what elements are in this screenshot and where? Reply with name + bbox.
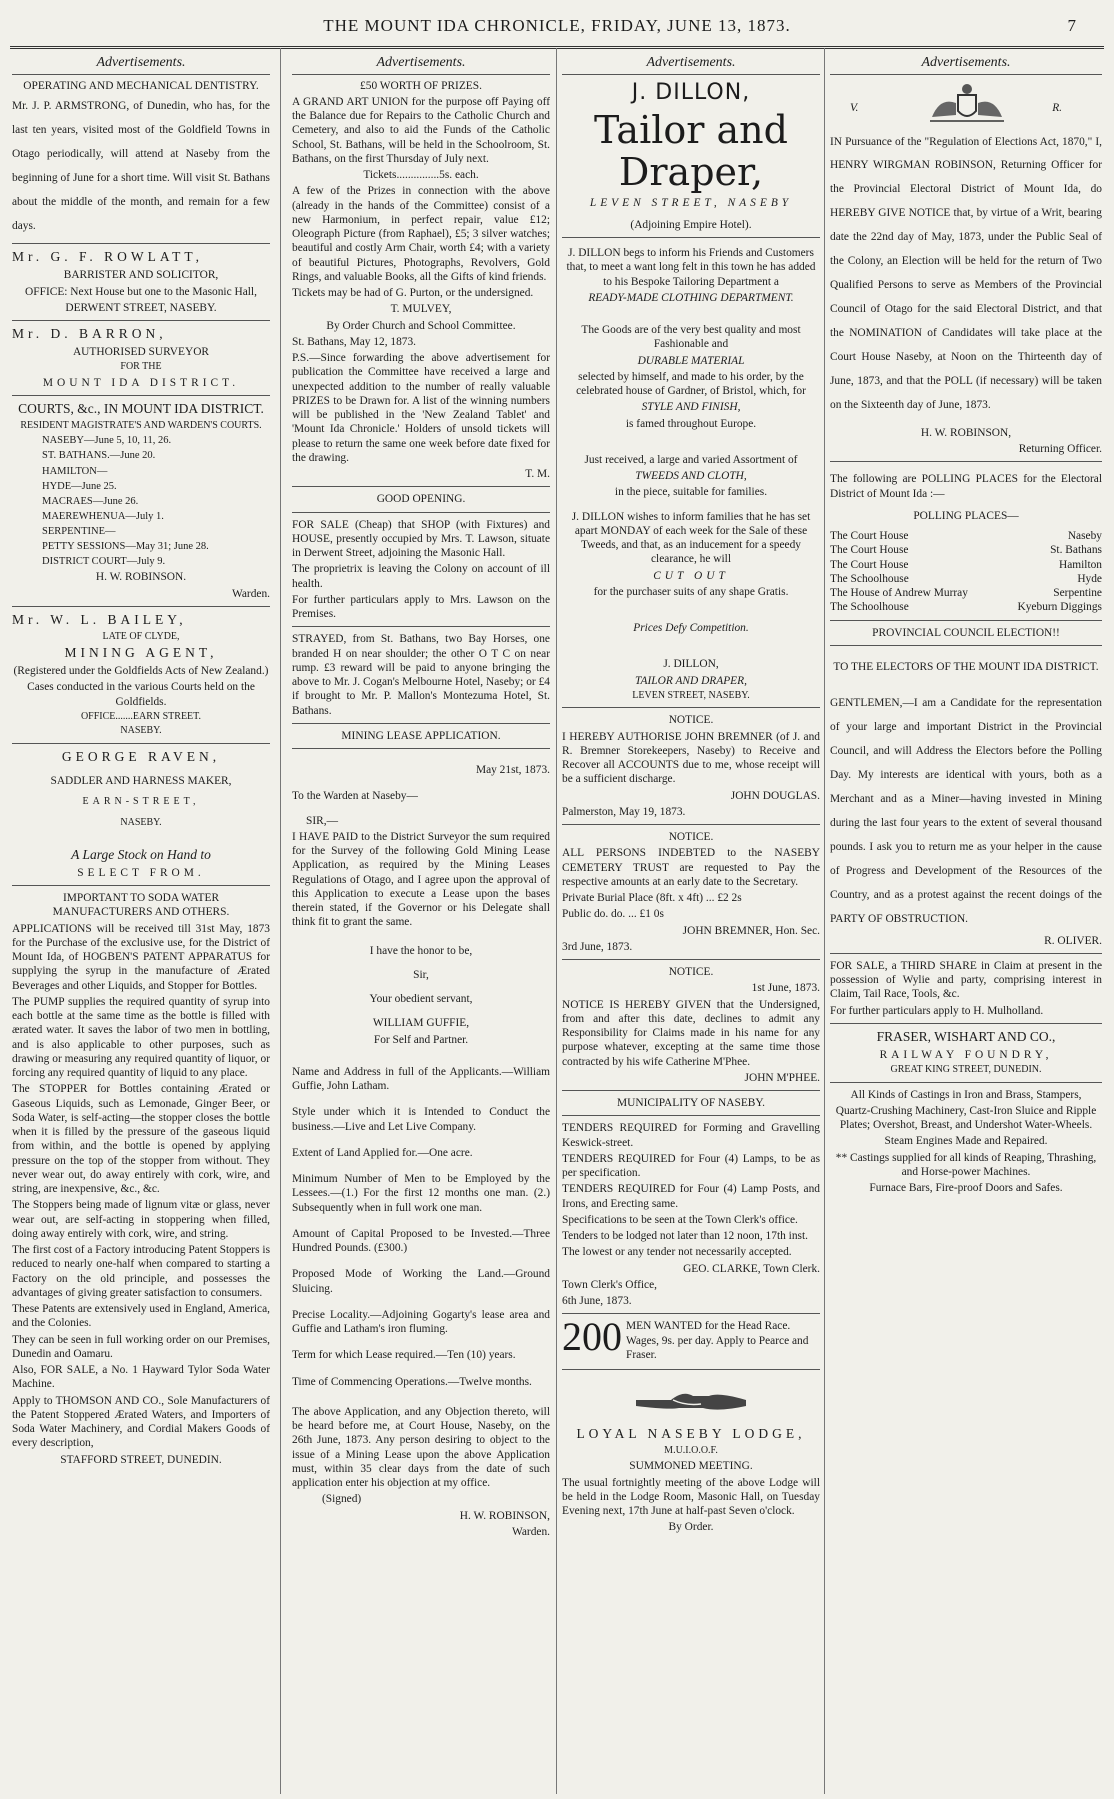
court-date: DISTRICT COURT—July 9. bbox=[42, 556, 166, 568]
column-1 bbox=[12, 54, 270, 1794]
share-ad-contact: For further particulars apply to H. Mulholland. bbox=[830, 1004, 1044, 1017]
barron-title: AUTHORISED SURVEYOR bbox=[72, 345, 210, 358]
polling-place bbox=[830, 543, 1102, 557]
ad-separator bbox=[562, 824, 820, 825]
soda-paragraph: These Patents are extensively used in England, America, and the Colonies. bbox=[12, 1303, 270, 1330]
soda-paragraph: Apply to THOMSON AND CO., Sole Manufacturers of the Patent Stoppered Ærated Waters, and Importers of Soda Water Machinery, and Cordial Makers Goods of every description, bbox=[12, 1394, 270, 1450]
column-divider bbox=[556, 48, 557, 1794]
ad-separator bbox=[562, 1115, 820, 1116]
armstrong-ad: Mr. J. P. ARMSTRONG, of Dunedin, who has, for the last ten years, visited most of the Goldfield Towns in Otago periodically, will attend at Naseby from the beginning of June for a short time. Will visit St. Bathans about the middle of the month, and remain for a few days. bbox=[12, 99, 270, 232]
lodge-paragraph: The usual fortnightly meeting of the above Lodge will be held in the Lodge Room, Masonic Hall, on Tuesday Evening next, 17th June at half-past Seven o'clock. bbox=[562, 1476, 820, 1518]
lease-item: Extent of Land Applied for.—One acre. bbox=[292, 1146, 473, 1159]
lease-closing: The above Application, and any Objection thereto, will be heard before me, at Court House, Naseby, on the 26th June, 1873. Any person desiring to object to the issue of a Mining Lease upon the above Application must, within 35 clear days from the date of such application enter his objection at my office. bbox=[292, 1405, 550, 1489]
court-date: HAMILTON— bbox=[42, 465, 108, 477]
dillon-durable: DURABLE MATERIAL bbox=[637, 354, 745, 367]
lease-paragraph: I HAVE PAID to the District Surveyor the sum required for the Survey of the following Gold Mining Lease Application, as required by the Mining Leases Regulations of Otago, and I agree upon the approval of this Application to execute a Lease upon the bases therein stated, if the Governor or his Delegate shall think fit to grant the same. bbox=[292, 830, 550, 929]
prizes-postscript: P.S.—Since forwarding the above advertisement for publication the Committee have received a large and unexpected addition to the number of really valuable PRIZES to be Drawn for. A list of the winning numbers will be published in the 'New Zealand Tablet' and 'Mount Ida Chronicle.' Holders of unsold tickets will please to return the same one week before date fixed for the drawing. bbox=[292, 352, 550, 464]
ad-separator bbox=[12, 243, 270, 244]
fraser-line: Furnace Bars, Fire-proof Doors and Safes. bbox=[869, 1182, 1063, 1195]
lease-item: Term for which Lease required.—Ten (10) years. bbox=[292, 1349, 516, 1362]
opening-title: GOOD OPENING. bbox=[376, 493, 466, 506]
dillon-ready-made: READY-MADE CLOTHING DEPARTMENT. bbox=[588, 291, 794, 304]
prizes-order: By Order Church and School Committee. bbox=[326, 319, 516, 332]
column-divider bbox=[280, 48, 281, 1794]
prizes-paragraph: Tickets may be had of G. Purton, or the undersigned. bbox=[292, 287, 534, 299]
dillon-trade-footer: TAILOR AND DRAPER, bbox=[635, 674, 747, 687]
bailey-title: MINING AGENT, bbox=[64, 645, 218, 661]
court-date: PETTY SESSIONS—May 31; June 28. bbox=[42, 541, 209, 553]
prizes-paragraph: A GRAND ART UNION for the purpose off Paying off the Balance due for Repairs to the Catholic Church and Cemetery, and also to aid the Funds of the Catholic School, St. Bathans, will be held in the Schoolroom, St. Bathans, on the first Thursday of July next. bbox=[292, 95, 550, 165]
strayed-ad: STRAYED, from St. Bathans, two Bay Horses, one branded H on near shoulder; the other O T C on near rump. £3 reward will be paid to anyone bringing the above to Mr. J. Cogan's Melbourne Hotel, Naseby; or £4 if brought to Mr. P. Mallon's Montezuma Hotel, St. Bathans. bbox=[292, 633, 550, 717]
lease-warden-name: H. W. ROBINSON, bbox=[459, 1509, 550, 1522]
ad-separator bbox=[830, 645, 1102, 646]
ad-separator bbox=[292, 626, 550, 627]
notice-date: Palmerston, May 19, 1873. bbox=[562, 805, 686, 818]
municipality-paragraph: TENDERS REQUIRED for Four (4) Lamps, to be as per specification. bbox=[562, 1152, 820, 1180]
bailey-town: NASEBY. bbox=[120, 725, 162, 737]
bailey-cases: Cases conducted in the various Courts held on the Goldfields. bbox=[27, 681, 255, 708]
lodge-order: M.U.I.O.O.F. bbox=[664, 1444, 718, 1456]
notice-paragraph: ALL PERSONS INDEBTED to the NASEBY CEMETERY TRUST are requested to Pay the respective amounts at an early date to the Secretary. bbox=[562, 847, 820, 888]
raven-town: NASEBY. bbox=[120, 816, 162, 828]
court-date: SERPENTINE— bbox=[42, 526, 116, 538]
raven-title: SADDLER AND HARNESS MAKER, bbox=[50, 774, 232, 787]
polling-place bbox=[830, 600, 1102, 614]
barron-for: FOR THE bbox=[120, 361, 162, 373]
prizes-signature: T. MULVEY, bbox=[390, 303, 452, 316]
barron-name: Mr. D. BARRON, bbox=[12, 326, 167, 342]
election-signature: H. W. ROBINSON, bbox=[920, 426, 1012, 439]
lease-item: Amount of Capital Proposed to be Invested.—Three Hundred Pounds. (£300.) bbox=[292, 1227, 550, 1254]
dillon-paragraph: Just received, a large and varied Assortment of bbox=[584, 453, 798, 466]
soda-address: STAFFORD STREET, DUNEDIN. bbox=[60, 1453, 222, 1466]
courts-role: Warden. bbox=[232, 587, 270, 600]
polling-place-name: The Schoolhouse bbox=[830, 572, 909, 585]
municipality-office: Town Clerk's Office, bbox=[562, 1278, 657, 1291]
polling-place-name: The Court House bbox=[830, 544, 909, 557]
polling-place-town: St. Bathans bbox=[1050, 544, 1102, 557]
column-heading: Advertisements. bbox=[292, 54, 550, 75]
dillon-trade: Tailor and Draper, bbox=[594, 108, 788, 194]
ad-separator bbox=[292, 748, 550, 749]
fraser-line: Steam Engines Made and Repaired. bbox=[884, 1135, 1048, 1148]
polling-place-town: Hyde bbox=[1077, 572, 1102, 585]
polling-place-town: Naseby bbox=[1067, 530, 1102, 543]
notice-paragraph: I HEREBY AUTHORISE JOHN BREMNER (of J. and R. Bremner Storekeepers, Naseby) to Receive and Recover all ACCOUNTS due to me, whose receipt will be a sufficient discharge. bbox=[562, 730, 820, 786]
lease-item: Precise Locality.—Adjoining Gogarty's lease area and Guffie and Latham's iron fluming. bbox=[292, 1308, 550, 1335]
ad-separator bbox=[562, 707, 820, 708]
court-date: NASEBY—June 5, 10, 11, 26. bbox=[42, 435, 172, 447]
soda-paragraph: The Stoppers being made of lignum vitæ or glass, never wear out, are self-acting in stoppering when filled, doing away entirely with cork, wire, and string. bbox=[12, 1199, 270, 1240]
notice-fee: Private Burial Place (8ft. x 4ft) ... £2 2s bbox=[562, 892, 742, 905]
fraser-line: All Kinds of Castings in Iron and Brass, Stampers, bbox=[850, 1088, 1082, 1101]
lease-servant: Your obedient servant, bbox=[369, 993, 473, 1005]
dillon-paragraph: for the purchaser suits of any shape Gratis. bbox=[593, 585, 789, 598]
dillon-cut-out: CUT OUT bbox=[653, 569, 729, 582]
lease-partner: For Self and Partner. bbox=[373, 1033, 469, 1046]
dillon-paragraph: J. DILLON wishes to inform families that he has set apart MONDAY of each week for the Sale of these Tweeds, and that, as an inducement for a speedy clearance, he will bbox=[571, 510, 811, 566]
lease-title: MINING LEASE APPLICATION. bbox=[341, 729, 501, 742]
rowlatt-name: Mr. G. F. ROWLATT, bbox=[12, 249, 204, 265]
soda-paragraph: APPLICATIONS will be received till 31st May, 1873 for the Purchase of the exclusive use, for the District of Mount Ida, of HOGBEN'S PATENT APPARATUS for supplying the syrup in the manufacture of Ærated Beverages and other Liquids, and Stopper for Bottles. bbox=[12, 922, 270, 992]
election-notice: IN Pursuance of the "Regulation of Elections Act, 1870," I, HENRY WIRGMAN ROBINSON, Returning Officer for the Provincial Electoral District of Mount Ida, do HEREBY GIVE NOTICE that, by virtue of a Writ, bearing date the 22nd day of May, 1873, under the Public Seal of the Colony, an Election will be held for the return of Two Qualified Persons to serve as Members of the Provincial Council of Otago for the said Electoral District, and that the NOMINATION of Candidates will take place at the Court House Naseby, at Noon on the Thirteenth day of June, 1873, and that the POLL (if necessary) will be taken on the Sixteenth day of June, 1873. bbox=[830, 135, 1102, 411]
ad-separator bbox=[292, 486, 550, 487]
men-wanted-text: MEN WANTED for the Head Race. Wages, 9s. per day. Apply to Pearce and Fraser. bbox=[626, 1320, 809, 1361]
dentistry-title: OPERATING AND MECHANICAL DENTISTRY. bbox=[23, 79, 259, 92]
rowlatt-office: OFFICE: Next House but one to the Masonic Hall, bbox=[25, 285, 257, 298]
ad-separator bbox=[12, 320, 270, 321]
column-heading: Advertisements. bbox=[562, 54, 820, 75]
municipality-date: 6th June, 1873. bbox=[562, 1295, 632, 1308]
lease-item: Minimum Number of Men to be Employed by the Lessees.—(1.) For the first 12 months one man. (2.) Subsequently when in full work one man. bbox=[292, 1173, 550, 1214]
bailey-name: Mr. W. L. BAILEY, bbox=[12, 611, 187, 627]
raven-name: GEORGE RAVEN, bbox=[61, 748, 221, 764]
column-4 bbox=[830, 54, 1102, 1794]
soda-paragraph: The first cost of a Factory introducing Patent Stoppers is reduced to nearly one-half when compared to starting a Factory on the old principle, and possesses the advantages of giving greater satisfaction to consumers. bbox=[12, 1244, 270, 1299]
masthead bbox=[10, 6, 1104, 49]
soda-paragraph: They can be seen in full working order on our Premises, Dunedin and Oamaru. bbox=[12, 1333, 270, 1360]
ad-separator bbox=[830, 461, 1102, 462]
royal-crest bbox=[830, 79, 1102, 129]
ad-separator bbox=[562, 1369, 820, 1370]
notice-date: 1st June, 1873. bbox=[751, 982, 820, 995]
column-2 bbox=[292, 54, 550, 1794]
municipality-signature: GEO. CLARKE, Town Clerk. bbox=[683, 1262, 820, 1275]
polling-place-name: The Court House bbox=[830, 530, 909, 543]
council-election-title: PROVINCIAL COUNCIL ELECTION!! bbox=[872, 626, 1060, 639]
ad-separator bbox=[12, 395, 270, 396]
lease-salutation: SIR,— bbox=[306, 814, 338, 827]
lease-item: Proposed Mode of Working the Land.—Ground Sluicing. bbox=[292, 1268, 550, 1295]
barron-district: MOUNT IDA DISTRICT. bbox=[42, 376, 240, 389]
prizes-date: St. Bathans, May 12, 1873. bbox=[292, 335, 417, 348]
fraser-address: GREAT KING STREET, DUNEDIN. bbox=[890, 1064, 1042, 1076]
dillon-tweeds: TWEEDS AND CLOTH, bbox=[635, 470, 747, 483]
ad-separator bbox=[562, 237, 820, 238]
municipality-paragraph: Specifications to be seen at the Town Clerk's office. bbox=[562, 1213, 798, 1226]
men-wanted-number: 200 bbox=[562, 1314, 622, 1360]
lease-sir: Sir, bbox=[413, 968, 429, 981]
soda-paragraph: Also, FOR SALE, a No. 1 Hayward Tylor Soda Water Machine. bbox=[12, 1364, 270, 1391]
fraser-line: Quartz-Crushing Machinery, Cast-Iron Sluice and Ripple Plates; Overshot, Breast, and Undershot Water-Wheels. bbox=[835, 1104, 1097, 1132]
dillon-paragraph: The Goods are of the very best quality and most Fashionable and bbox=[581, 324, 801, 351]
rowlatt-title: BARRISTER AND SOLICITOR, bbox=[63, 269, 219, 282]
lease-item: Style under which it is Intended to Conduct the business.—Live and Let Live Company. bbox=[292, 1106, 550, 1133]
polling-place bbox=[830, 572, 1102, 586]
notice-signature: JOHN DOUGLAS. bbox=[730, 789, 820, 802]
dillon-street-footer: LEVEN STREET, NASEBY. bbox=[632, 689, 750, 701]
column-heading: Advertisements. bbox=[830, 54, 1102, 75]
municipality-paragraph: Tenders to be lodged not later than 12 noon, 17th inst. bbox=[562, 1230, 808, 1243]
municipality-paragraph: TENDERS REQUIRED for Forming and Gravelling Keswick-street. bbox=[562, 1122, 820, 1149]
column-divider bbox=[824, 48, 825, 1794]
soda-title: IMPORTANT TO SODA WATER MANUFACTURERS AND OTHERS. bbox=[52, 892, 230, 919]
lease-signed: (Signed) bbox=[322, 1493, 362, 1506]
notice-title: NOTICE. bbox=[668, 966, 714, 979]
notice-fee: Public do. do. ... £1 0s bbox=[562, 908, 664, 921]
opening-paragraph: FOR SALE (Cheap) that SHOP (with Fixtures) and HOUSE, presently occupied by Mrs. T. Lawson, situate in Derwent Street, adjoining the Masonic Hall. bbox=[292, 518, 550, 559]
lodge-by-order: By Order. bbox=[668, 1521, 714, 1534]
opening-paragraph: The proprietrix is leaving the Colony on account of ill health. bbox=[292, 563, 550, 590]
dillon-adjoining: (Adjoining Empire Hotel). bbox=[630, 218, 752, 231]
court-date: MACRAES—June 26. bbox=[42, 495, 139, 507]
court-date: ST. BATHANS.—June 20. bbox=[42, 450, 156, 462]
dillon-name-footer: J. DILLON, bbox=[663, 658, 719, 671]
ad-separator bbox=[12, 743, 270, 744]
polling-place-name: The Schoolhouse bbox=[830, 601, 909, 614]
court-date: MAEREWHENUA—July 1. bbox=[42, 510, 164, 522]
polling-place bbox=[830, 558, 1102, 572]
municipality-paragraph: TENDERS REQUIRED for Four (4) Lamp Posts, and Irons, and Erecting same. bbox=[562, 1183, 820, 1210]
dillon-paragraph: J. DILLON begs to inform his Friends and Customers that, to meet a want long felt in this town he has added to his Bespoke Tailoring Department a bbox=[566, 247, 816, 288]
page-number: 7 bbox=[1067, 16, 1076, 35]
court-dates bbox=[42, 434, 270, 568]
oliver-signature: R. OLIVER. bbox=[1044, 934, 1102, 947]
dillon-street: LEVEN STREET, NASEBY bbox=[589, 196, 793, 209]
ad-separator bbox=[830, 1023, 1102, 1024]
prizes-initials: T. M. bbox=[525, 468, 550, 480]
bailey-office: OFFICE.......EARN STREET. bbox=[80, 710, 202, 722]
ad-separator bbox=[830, 953, 1102, 954]
dillon-prices: Prices Defy Competition. bbox=[633, 622, 749, 635]
prizes-tickets: Tickets...............5s. each. bbox=[363, 169, 479, 181]
polling-title: POLLING PLACES— bbox=[913, 509, 1019, 522]
polling-place-name: The Court House bbox=[830, 558, 909, 571]
polling-place-town: Kyeburn Diggings bbox=[1017, 601, 1102, 614]
lodge-meeting: SUMMONED MEETING. bbox=[629, 1460, 753, 1473]
court-date: HYDE—June 25. bbox=[42, 480, 117, 492]
ad-separator bbox=[292, 723, 550, 724]
soda-paragraph: The STOPPER for Bottles containing Ærated or Gaseous Liquids, such as Lemonade, Ginger Beer, or Soda Water, is self-acting—the stopper closes the bottle when it is filled by the pressure of the gaseous liquid from within, and the bottle is opened by applying pressure on the top of the stopper from without. They never wear out, do away entirely with cork, wire, and string, are inexpensive, &c., &c. bbox=[12, 1083, 270, 1196]
ad-separator bbox=[12, 606, 270, 607]
ad-separator bbox=[562, 1090, 820, 1091]
crest-r: R. bbox=[1052, 101, 1062, 114]
soda-paragraph: The PUMP supplies the required quantity of syrup into each bottle at the same time as the bottle is filled with ærated water. It saves the labor of two men in bottling, and is also applicable to other purposes, such as drawing or measuring any required quantity of liquor, or forcing any required quantity of liquid to any place. bbox=[12, 995, 270, 1080]
ad-separator bbox=[830, 1082, 1102, 1083]
oliver-address: GENTLEMEN,—I am a Candidate for the representation of your large and important District in the Provincial Council, and will Address the Electors before the Polling Day. My interests are identical with yours, both as a Merchant and as a Miner—having invested in Mining during the last four years to the extent of several thousand pounds. I ask you to return me as your helper in the cause of Progress and Development of the Resources of the Country, and as a protest against the recent doings of the PARTY OF OBSTRUCTION. bbox=[830, 697, 1102, 925]
polling-list bbox=[830, 529, 1102, 615]
lease-honor: I have the honor to be, bbox=[369, 944, 473, 957]
courts-signature: H. W. ROBINSON. bbox=[95, 571, 187, 584]
election-role: Returning Officer. bbox=[1018, 443, 1102, 456]
ad-separator bbox=[830, 620, 1102, 621]
notice-paragraph: NOTICE IS HEREBY GIVEN that the Undersigned, from and after this date, declines to admit any Responsibility for Claims made in his name for any purpose whatever, excepting at the same time those contracted by his wife Catherine M'Phee. bbox=[562, 998, 820, 1068]
dillon-paragraph: selected by himself, and made to his order, by the celebrated house of Gardner, of Bristol, which, for bbox=[576, 370, 806, 398]
prizes-title: £50 WORTH OF PRIZES. bbox=[360, 79, 482, 92]
polling-place-name: The House of Andrew Murray bbox=[830, 587, 968, 600]
lease-item: Name and Address in full of the Applicants.—William Guffie, John Latham. bbox=[292, 1065, 550, 1092]
municipality-paragraph: The lowest or any tender not necessarily accepted. bbox=[562, 1246, 792, 1259]
polling-place-town: Serpentine bbox=[1053, 587, 1102, 600]
rowlatt-street: DERWENT STREET, NASEBY. bbox=[65, 301, 217, 314]
opening-paragraph: For further particulars apply to Mrs. Lawson on the Premises. bbox=[292, 593, 550, 620]
column-3 bbox=[562, 54, 820, 1794]
ad-separator bbox=[12, 885, 270, 886]
fraser-title: FRASER, WISHART AND CO., bbox=[876, 1028, 1056, 1044]
bailey-registration: (Registered under the Goldfields Acts of New Zealand.) bbox=[13, 665, 269, 678]
share-ad: FOR SALE, a THIRD SHARE in Claim at present in the possession of Wylie and party, comprising interest in Claim, Tail Race, Tools, &c. bbox=[830, 959, 1102, 1001]
polling-intro: The following are POLLING PLACES for the Electoral District of Mount Ida :— bbox=[830, 473, 1102, 500]
polling-place bbox=[830, 586, 1102, 600]
lease-date: May 21st, 1873. bbox=[475, 764, 550, 776]
electors-title: TO THE ELECTORS OF THE MOUNT IDA DISTRICT. bbox=[833, 660, 1099, 673]
raven-select: SELECT FROM. bbox=[77, 866, 205, 879]
ad-separator bbox=[292, 512, 550, 513]
newspaper-title: THE MOUNT IDA CHRONICLE, FRIDAY, JUNE 13, 1873. bbox=[323, 16, 791, 35]
fraser-foundry: RAILWAY FOUNDRY, bbox=[879, 1048, 1053, 1061]
fraser-line: ** Castings supplied for all kinds of Reaping, Thrashing, and Horse-power Machines. bbox=[835, 1151, 1097, 1178]
ad-separator bbox=[562, 959, 820, 960]
notice-title: NOTICE. bbox=[668, 831, 714, 844]
dillon-paragraph: is famed throughout Europe. bbox=[625, 417, 757, 430]
lodge-title: LOYAL NASEBY LODGE, bbox=[576, 1426, 806, 1442]
polling-place-town: Hamilton bbox=[1058, 558, 1102, 571]
dillon-style: STYLE AND FINISH, bbox=[641, 401, 741, 414]
municipality-title: MUNICIPALITY OF NASEBY. bbox=[617, 1097, 765, 1110]
lease-item: Time of Commencing Operations.—Twelve months. bbox=[292, 1375, 532, 1388]
notice-signature: JOHN BREMNER, Hon. Sec. bbox=[682, 924, 820, 937]
notice-title: NOTICE. bbox=[668, 714, 714, 727]
lease-warden-role: Warden. bbox=[512, 1525, 550, 1538]
raven-stock: A Large Stock on Hand to bbox=[71, 847, 211, 863]
courts-title: COURTS, &c., IN MOUNT IDA DISTRICT. bbox=[18, 400, 264, 416]
raven-street: EARN-STREET, bbox=[82, 796, 200, 808]
courts-subtitle: RESIDENT MAGISTRATE'S AND WARDEN'S COURTS. bbox=[20, 419, 262, 431]
handshake-icon bbox=[631, 1378, 751, 1418]
lease-addressee: To the Warden at Naseby— bbox=[292, 790, 418, 803]
notice-signature: JOHN M'PHEE. bbox=[744, 1071, 820, 1084]
bailey-late: LATE OF CLYDE, bbox=[102, 630, 180, 642]
crest-v: V. bbox=[850, 101, 859, 114]
lease-signature: WILLIAM GUFFIE, bbox=[372, 1017, 470, 1030]
column-heading: Advertisements. bbox=[12, 54, 270, 75]
royal-coat-of-arms-icon bbox=[922, 81, 1012, 125]
dillon-paragraph: in the piece, suitable for families. bbox=[614, 486, 768, 499]
prizes-paragraph: A few of the Prizes in connection with the above (already in the hands of the Committee) consist of a new Harmonium, in perfect repair, value £12; Oleograph Picture (from Raphael), £5; 3 silver watches; beautiful and costly Arm Chair, worth £4; with a variety of beautiful Pictures, Photographs, Revolvers, Gold Rings, and valuable Books, all the Gifts of kind friends. bbox=[292, 185, 550, 283]
notice-date: 3rd June, 1873. bbox=[562, 940, 633, 953]
dillon-name: J. DILLON, bbox=[631, 79, 751, 105]
polling-place bbox=[830, 529, 1102, 543]
